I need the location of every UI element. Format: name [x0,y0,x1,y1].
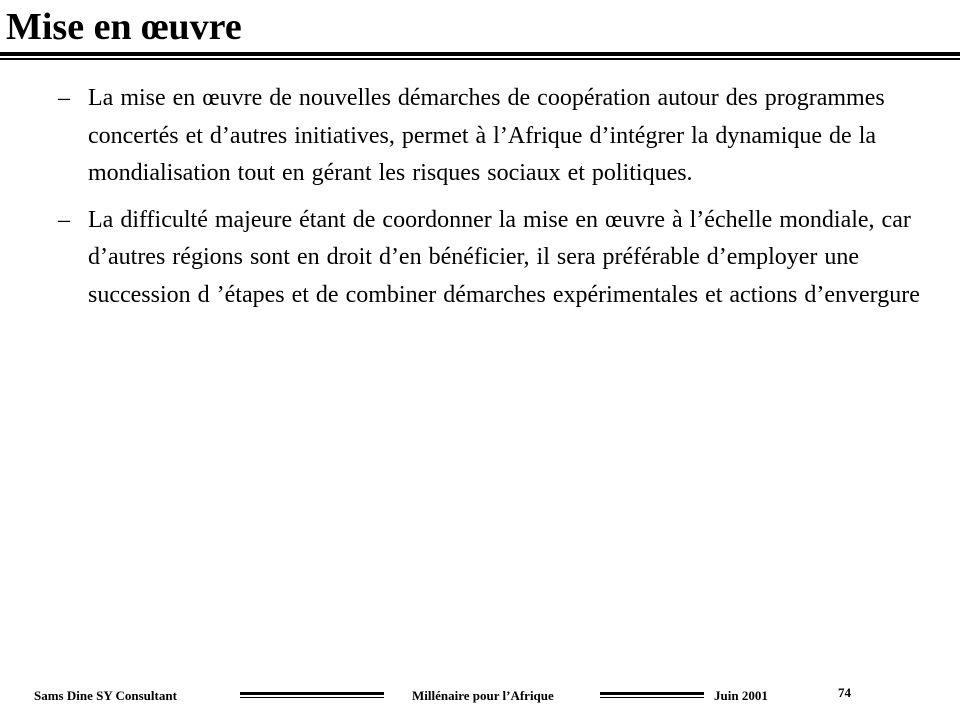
footer-divider-left [240,692,384,698]
bullet-dash: – [58,85,70,111]
slide-title: Mise en œuvre [6,6,242,48]
bullet-dash: – [58,206,70,233]
footer-date: Juin 2001 [714,688,768,703]
footer-author: Sams Dine SY Consultant [34,688,177,703]
title-divider-thick-line [0,52,960,56]
slide-body [58,80,938,323]
bullet-text: La difficulté majeure étant de coordonner la mise en œuvre à l’échelle mondiale, car d’autres régions sont en droit d’en bénéficier, il sera préférable d’employer une succession d ’étapes et de combiner démarches expérimentales et actions d’envergure [88,206,920,308]
page-number: 74 [838,685,851,700]
slide-footer [0,684,960,708]
bullet-item [58,80,938,193]
footer-subject: Millénaire pour l’Afrique [412,688,554,703]
bullet-item [58,202,938,315]
title-divider-thin-line [0,58,960,60]
title-divider [0,52,960,61]
footer-divider-right [600,692,704,698]
bullet-text: La mise en œuvre de nouvelles démarches de coopération autour des programmes concertés et d’autres initiatives, permet à l’Afrique d’intégrer la dynamique de la mondialisation tout en gérant les risques sociaux et politiques. [88,85,885,186]
